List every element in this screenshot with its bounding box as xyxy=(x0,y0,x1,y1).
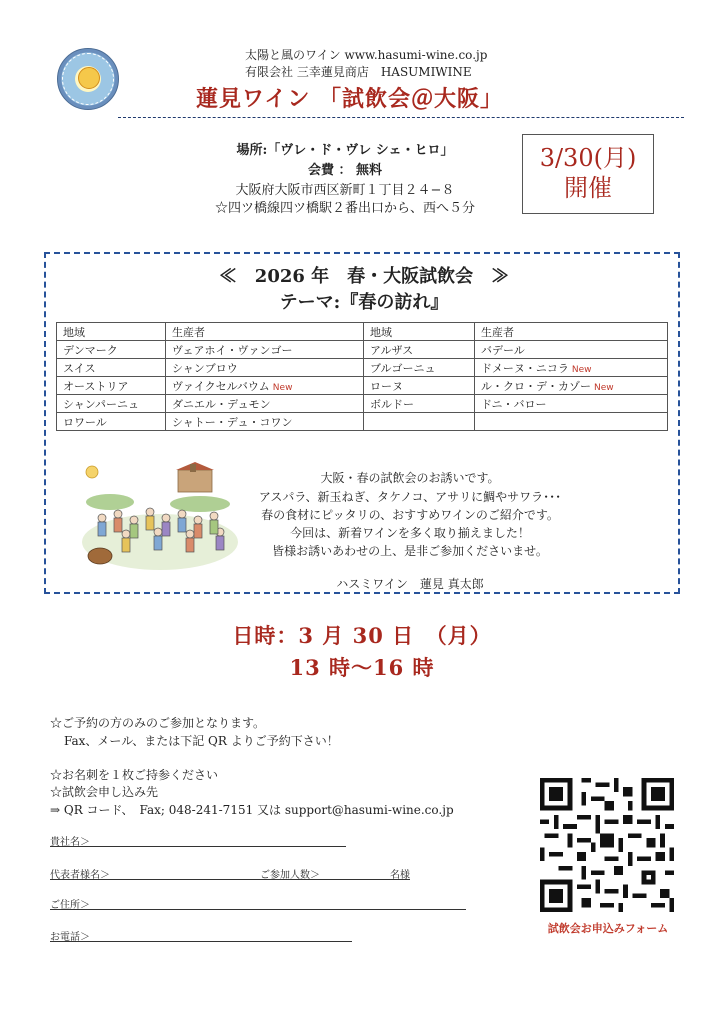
producer-cell xyxy=(166,359,364,377)
region-cell xyxy=(364,413,475,431)
address-field[interactable] xyxy=(50,909,466,910)
venue-fee: 会費 ： 無料 xyxy=(307,163,383,178)
producer-cell xyxy=(475,359,668,377)
table-row xyxy=(57,341,668,359)
table-header-row xyxy=(57,323,668,341)
producer-table xyxy=(56,322,668,431)
region-cell: デンマーク xyxy=(57,341,166,359)
region-cell: ロワール xyxy=(57,413,166,431)
region-cell: ローヌ xyxy=(364,377,475,395)
region-cell: シャンパーニュ xyxy=(57,395,166,413)
attendee-count-label: ご参加人数＞ xyxy=(260,870,320,881)
event-date: 3/30(月) xyxy=(539,144,637,172)
table-header: 生産者 xyxy=(166,323,364,341)
qr-caption: 試飲会お申込みフォーム xyxy=(547,922,669,935)
producer-name: シャトー・デュ・コワン xyxy=(172,415,293,429)
header-company-line: 有限会社 三幸蓮見商店 HASUMIWINE xyxy=(245,65,472,79)
producer-cell xyxy=(475,395,668,413)
producer-name: ダニエル・デュモン xyxy=(172,397,271,411)
company-field[interactable] xyxy=(50,846,346,847)
event-theme: テーマ:『春の訪れ』 xyxy=(279,292,449,313)
producer-name: ドニ・バロー xyxy=(481,397,547,411)
event-title: ≪ 2026 年 春・大阪試飲会 ≫ xyxy=(218,266,510,287)
note-reservation-only: ☆ご予約の方のみのご参加となります。 xyxy=(50,716,266,730)
producer-name: バデール xyxy=(481,343,525,357)
message-line: 大阪・春の試飲会のお誘いです。 xyxy=(320,471,500,485)
message-line: 皆様お誘いあわせの上、是非ご参加くださいませ。 xyxy=(272,544,548,558)
note-how-to-reserve: Fax、メール、または下記 QR よりご予約下さい！ xyxy=(64,734,339,748)
message-line: アスパラ、新玉ねぎ、タケノコ、アサリに鯛やサワラ･･･ xyxy=(258,490,562,504)
new-badge: New xyxy=(272,382,293,393)
table-row xyxy=(57,413,668,431)
producer-name: ル・クロ・デ・カゾー xyxy=(481,379,591,393)
representative-label: 代表者様名＞ xyxy=(50,870,110,881)
page-title: 蓮見ワイン 「試飲会＠大阪」 xyxy=(196,86,504,112)
region-cell: オーストリア xyxy=(57,377,166,395)
attendee-unit: 名様 xyxy=(390,870,410,881)
venue-access: ☆四ツ橋線四ツ橋駅２番出口から、西へ５分 xyxy=(214,201,475,216)
note-business-card: ☆お名刺を１枚ご持参ください xyxy=(50,768,219,782)
header-divider xyxy=(118,117,684,118)
new-badge: New xyxy=(571,364,592,375)
table-header: 地域 xyxy=(364,323,475,341)
table-row xyxy=(57,359,668,377)
producer-name: ヴェアホイ・ヴァンゴー xyxy=(172,343,293,357)
representative-field[interactable] xyxy=(50,879,410,880)
table-header: 生産者 xyxy=(475,323,668,341)
message-line: 今回は、新着ワインを多く取り揃えました！ xyxy=(290,526,530,540)
phone-field[interactable] xyxy=(50,941,352,942)
region-cell: ボルドー xyxy=(364,395,475,413)
venue-address: 大阪府大阪市西区新町１丁目２４−８ xyxy=(235,183,455,198)
event-date-box xyxy=(522,134,654,214)
producer-cell xyxy=(475,341,668,359)
producer-name: ヴァイクセルバウム xyxy=(172,379,270,393)
region-cell: ブルゴーニュ xyxy=(364,359,475,377)
note-contact-info: ⇒ QR コード、 Fax; 048-241-7151 又は support@hasumi-wine.co.jp xyxy=(50,803,454,817)
note-application-heading: ☆試飲会申し込み先 xyxy=(50,785,159,799)
message-signature: ハスミワイン 蓮見 真太郎 xyxy=(336,577,484,591)
producer-cell xyxy=(166,377,364,395)
event-date-label: 開催 xyxy=(564,174,612,202)
table-row xyxy=(57,395,668,413)
table-row xyxy=(57,377,668,395)
header-website-line: 太陽と風のワイン www.hasumi-wine.co.jp xyxy=(245,48,488,62)
producer-cell xyxy=(475,413,668,431)
qr-code[interactable] xyxy=(540,778,674,912)
new-badge: New xyxy=(594,382,614,393)
producer-cell xyxy=(166,341,364,359)
sun-icon xyxy=(78,67,100,89)
producer-name: ドメーヌ・ニコラ xyxy=(481,361,569,375)
producer-cell xyxy=(166,395,364,413)
venue-place: 場所:「ヴレ・ド・ヴレ シェ・ヒロ」 xyxy=(236,143,454,158)
schedule-time: 13 時～16 時 xyxy=(289,655,435,680)
region-cell: スイス xyxy=(57,359,166,377)
table-header: 地域 xyxy=(57,323,166,341)
phone-label: お電話＞ xyxy=(50,932,90,943)
producer-name: シャンブロウ xyxy=(172,361,238,375)
company-label: 貴社名＞ xyxy=(50,837,90,848)
message-line: 春の食材にピッタリの、おすすめワインのご紹介です。 xyxy=(261,508,559,522)
company-logo xyxy=(57,48,119,110)
producer-cell xyxy=(166,413,364,431)
producer-cell xyxy=(475,377,668,395)
address-label: ご住所＞ xyxy=(50,900,90,911)
region-cell: アルザス xyxy=(364,341,475,359)
schedule-date: 日時：3 月 30 日 （月） xyxy=(232,623,492,648)
